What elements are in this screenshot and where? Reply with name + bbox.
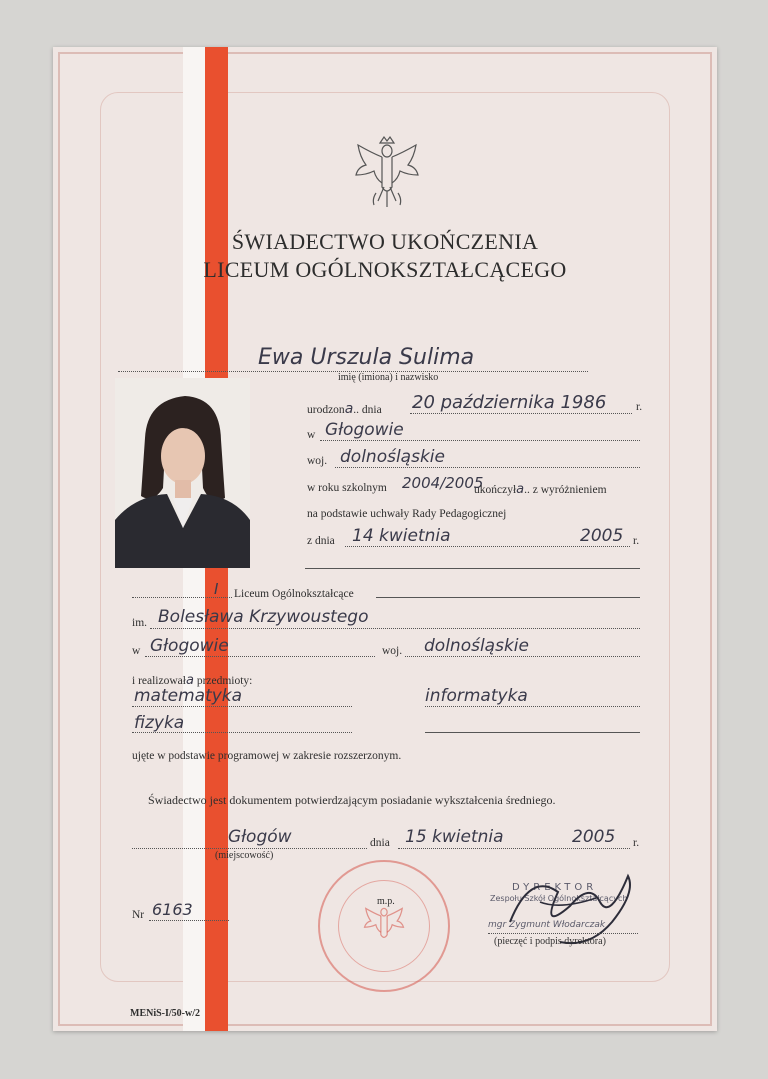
- issue-place-caption: (miejscowość): [215, 850, 274, 861]
- school-year-label: w roku szkolnym: [307, 482, 387, 494]
- school-city: Głogowie: [150, 636, 229, 656]
- issue-year: 2005: [572, 827, 616, 847]
- school-number: I: [214, 580, 219, 598]
- birth-place: Głogowie: [325, 420, 404, 440]
- completed-label: ukończyła.. z wyróżnieniem: [474, 482, 607, 497]
- issue-date: 15 kwietnia: [405, 827, 504, 847]
- resolution-date-line: [345, 546, 630, 547]
- certificate-number: 6163: [152, 900, 193, 919]
- school-city-prefix: w: [132, 645, 141, 657]
- school-type: Liceum Ogólnokształcące: [234, 588, 354, 600]
- eagle-emblem-icon: [352, 135, 422, 211]
- school-voivodeship-line: [405, 656, 640, 657]
- birth-year-suffix: r.: [636, 401, 643, 413]
- student-photo: [115, 378, 250, 568]
- name-caption: imię (imiona) i nazwisko: [338, 372, 439, 383]
- signature-caption: (pieczęć i podpis dyrektora): [494, 936, 606, 947]
- birth-place-line: [320, 440, 640, 441]
- issue-place: Głogów: [228, 827, 292, 847]
- blank-line: [305, 568, 640, 569]
- form-code: MENiS-I/50-w/2: [130, 1008, 200, 1019]
- birth-voivodeship-line: [335, 467, 640, 468]
- subjects-note: ujęte w podstawie programowej w zakresie rozszerzonym.: [132, 750, 402, 762]
- director-name: mgr Zygmunt Włodarczak: [488, 920, 606, 930]
- birth-voivodeship: dolnośląskie: [340, 447, 445, 467]
- issue-place-line: [132, 848, 367, 849]
- patron-label: im.: [132, 617, 148, 629]
- school-voivodeship-label: woj.: [382, 645, 403, 657]
- subject-line-1: [132, 706, 352, 707]
- certificate-number-label: Nr: [132, 909, 145, 921]
- subject-item-1: matematyka: [134, 686, 243, 706]
- school-voivodeship: dolnośląskie: [424, 636, 529, 656]
- issue-date-line: [398, 848, 630, 849]
- resolution-date-label: z dnia: [307, 535, 335, 547]
- subjects-label: i realizowała przedmioty:: [132, 673, 253, 688]
- issue-day-label: dnia: [370, 837, 390, 849]
- seal-caption: m.p.: [377, 896, 395, 907]
- subject-item-2: informatyka: [425, 686, 528, 706]
- subject-line-4: [425, 732, 640, 733]
- birth-place-prefix: w: [307, 429, 316, 441]
- title-line-2: LICEUM OGÓLNOKSZTAŁCĄCEGO: [203, 257, 567, 282]
- seal-eagle-icon: [362, 902, 406, 950]
- title-line-1: ŚWIADECTWO UKOŃCZENIA: [231, 229, 539, 254]
- issue-year-suffix: r.: [633, 837, 640, 849]
- certificate-statement: Świadectwo jest dokumentem potwierdzającym posiadanie wykształcenia średniego.: [148, 793, 556, 807]
- director-org: Zespołu Szkół Ogólnokształcących: [490, 894, 628, 903]
- resolution-year: 2005: [580, 526, 624, 546]
- birth-date-line: [410, 413, 632, 414]
- resolution-year-suffix: r.: [633, 535, 640, 547]
- resolution-date: 14 kwietnia: [352, 526, 451, 546]
- certificate-number-line: [149, 920, 229, 921]
- subject-item-3: fizyka: [134, 713, 185, 733]
- birth-voivodeship-label: woj.: [307, 455, 328, 467]
- patron-line: [150, 628, 640, 629]
- birth-date: 20 października 1986: [412, 392, 607, 413]
- signature-line: [488, 933, 638, 934]
- school-patron: Bolesława Krzywoustego: [158, 607, 369, 627]
- director-title: DYREKTOR: [512, 882, 598, 893]
- school-city-line: [145, 656, 375, 657]
- subject-line-2: [425, 706, 640, 707]
- school-type-line: [376, 597, 640, 598]
- school-year: 2004/2005: [402, 474, 484, 492]
- student-name: Ewa Urszula Sulima: [258, 345, 475, 370]
- born-label: urodzona.. dnia: [307, 401, 382, 417]
- resolution-label: na podstawie uchwały Rady Pedagogicznej: [307, 508, 507, 520]
